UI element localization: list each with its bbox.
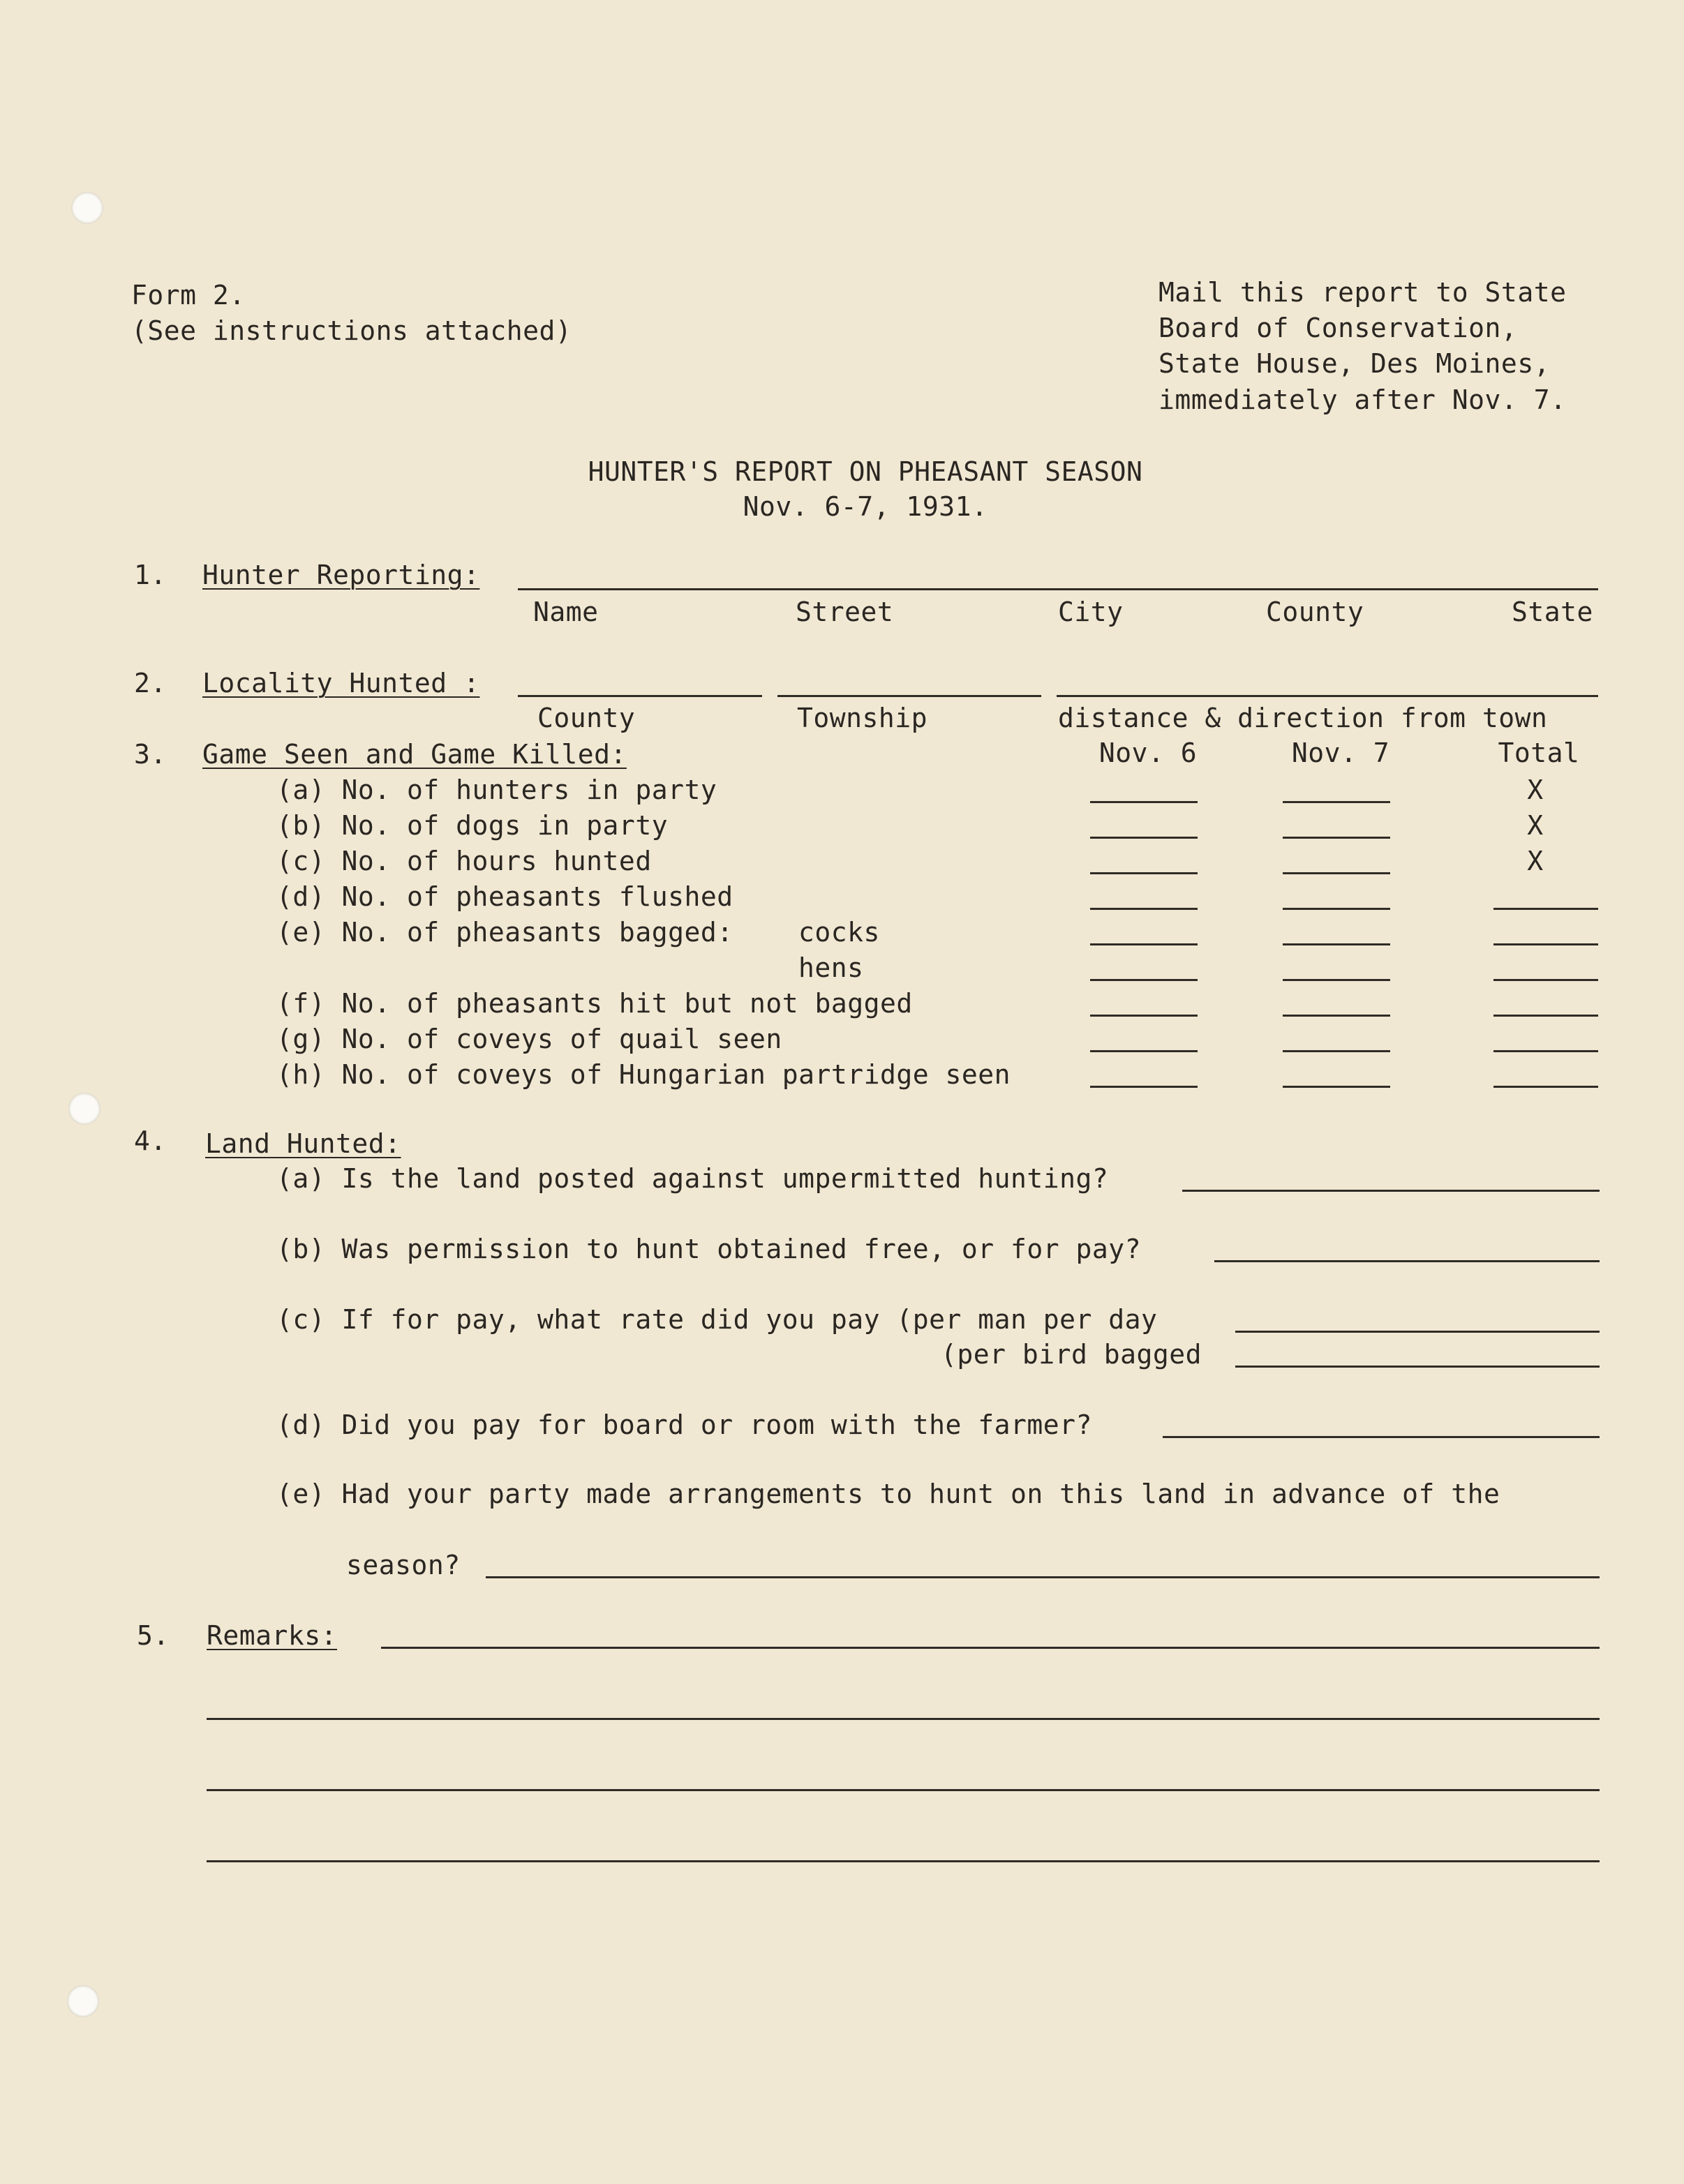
question-a: (a) Is the land posted against umpermitted hunting? bbox=[276, 1163, 1109, 1194]
game-row-a-label: (a) No. of hunters in party bbox=[276, 775, 717, 805]
mail-line-1: Mail this report to State bbox=[1158, 277, 1567, 308]
game-row-e-hens-nov7-field[interactable] bbox=[1283, 979, 1390, 981]
answer-e-field[interactable] bbox=[486, 1576, 1600, 1578]
game-row-b-label: (b) No. of dogs in party bbox=[276, 810, 669, 841]
section-3-number: 3. bbox=[134, 739, 167, 770]
question-b: (b) Was permission to hunt obtained free, or for pay? bbox=[276, 1234, 1142, 1264]
hunter-reporting-field[interactable] bbox=[518, 588, 1598, 590]
game-row-g-total-field[interactable] bbox=[1493, 1050, 1598, 1052]
game-row-c-label: (c) No. of hours hunted bbox=[276, 846, 652, 876]
game-row-c-nov7-field[interactable] bbox=[1283, 872, 1390, 874]
game-row-a-nov7-field[interactable] bbox=[1283, 801, 1390, 803]
sublabel-county: County bbox=[1266, 597, 1364, 627]
game-row-e-cocks-nov6-field[interactable] bbox=[1090, 943, 1198, 945]
locality-county-field[interactable] bbox=[518, 695, 762, 697]
game-row-b-nov7-field[interactable] bbox=[1283, 837, 1390, 839]
locality-distance-field[interactable] bbox=[1057, 695, 1598, 697]
question-e: (e) Had your party made arrangements to hunt on this land in advance of the bbox=[276, 1479, 1500, 1509]
sublabel-distance-direction: distance & direction from town bbox=[1058, 703, 1548, 733]
sublabel-street: Street bbox=[796, 597, 894, 627]
game-row-b-total: X bbox=[1527, 810, 1544, 841]
form-number: Form 2. bbox=[131, 280, 246, 311]
sublabel-city: City bbox=[1058, 597, 1124, 627]
hunter-reporting-label: Hunter Reporting: bbox=[202, 560, 480, 590]
game-row-h-total-field[interactable] bbox=[1493, 1086, 1598, 1088]
question-c-per-day: (c) If for pay, what rate did you pay (per man per day bbox=[276, 1304, 1158, 1335]
question-d: (d) Did you pay for board or room with the farmer? bbox=[276, 1409, 1092, 1440]
game-row-d-total-field[interactable] bbox=[1493, 908, 1598, 910]
game-row-c-total: X bbox=[1527, 846, 1544, 876]
game-row-e-label: (e) No. of pheasants bagged: bbox=[276, 917, 733, 948]
sublabel-locality-county: County bbox=[537, 703, 636, 733]
remarks-line-3[interactable] bbox=[207, 1789, 1600, 1791]
locality-hunted-label: Locality Hunted : bbox=[202, 668, 480, 698]
answer-c-per-day-field[interactable] bbox=[1235, 1331, 1600, 1333]
game-row-b-nov6-field[interactable] bbox=[1090, 837, 1198, 839]
game-row-h-nov6-field[interactable] bbox=[1090, 1086, 1198, 1088]
game-row-d-label: (d) No. of pheasants flushed bbox=[276, 881, 733, 912]
column-header-nov6: Nov. 6 bbox=[1098, 738, 1198, 768]
game-row-h-label: (h) No. of coveys of Hungarian partridge seen bbox=[276, 1059, 1011, 1090]
game-row-f-label: (f) No. of pheasants hit but not bagged bbox=[276, 988, 913, 1019]
binder-hole-bottom bbox=[67, 1985, 99, 2017]
game-row-f-nov6-field[interactable] bbox=[1090, 1015, 1198, 1017]
remarks-label: Remarks: bbox=[207, 1620, 338, 1651]
game-row-h-nov7-field[interactable] bbox=[1283, 1086, 1390, 1088]
game-row-f-total-field[interactable] bbox=[1493, 1015, 1598, 1017]
mail-line-2: Board of Conservation, bbox=[1158, 313, 1518, 343]
sublabel-township: Township bbox=[797, 703, 928, 733]
section-2-number: 2. bbox=[134, 668, 167, 698]
section-5-number: 5. bbox=[137, 1620, 170, 1651]
game-row-d-nov6-field[interactable] bbox=[1090, 908, 1198, 910]
game-row-d-nov7-field[interactable] bbox=[1283, 908, 1390, 910]
locality-township-field[interactable] bbox=[777, 695, 1041, 697]
answer-c-per-bird-field[interactable] bbox=[1235, 1366, 1600, 1368]
report-title: HUNTER'S REPORT ON PHEASANT SEASON bbox=[588, 456, 1143, 487]
game-row-e-cocks-nov7-field[interactable] bbox=[1283, 943, 1390, 945]
sublabel-name: Name bbox=[533, 597, 599, 627]
game-row-e-hens-nov6-field[interactable] bbox=[1090, 979, 1198, 981]
column-header-nov7: Nov. 7 bbox=[1291, 738, 1390, 768]
answer-b-field[interactable] bbox=[1214, 1260, 1600, 1262]
game-row-a-nov6-field[interactable] bbox=[1090, 801, 1198, 803]
section-4-number: 4. bbox=[134, 1125, 167, 1156]
answer-a-field[interactable] bbox=[1182, 1190, 1600, 1192]
remarks-line-4[interactable] bbox=[207, 1860, 1600, 1862]
game-row-e-cocks-total-field[interactable] bbox=[1493, 943, 1598, 945]
binder-hole-middle bbox=[68, 1093, 100, 1125]
question-e-season: season? bbox=[346, 1550, 461, 1580]
game-row-g-nov7-field[interactable] bbox=[1283, 1050, 1390, 1052]
mail-line-4: immediately after Nov. 7. bbox=[1158, 384, 1567, 415]
game-row-e-cocks-label: cocks bbox=[798, 917, 880, 948]
game-row-f-nov7-field[interactable] bbox=[1283, 1015, 1390, 1017]
binder-hole-top bbox=[71, 192, 103, 224]
game-row-e-hens-total-field[interactable] bbox=[1493, 979, 1598, 981]
game-row-g-nov6-field[interactable] bbox=[1090, 1050, 1198, 1052]
answer-d-field[interactable] bbox=[1163, 1436, 1600, 1438]
game-seen-killed-label: Game Seen and Game Killed: bbox=[202, 739, 627, 770]
remarks-line-1[interactable] bbox=[381, 1647, 1600, 1649]
game-row-a-total: X bbox=[1527, 775, 1544, 805]
section-1-number: 1. bbox=[134, 560, 167, 590]
mail-line-3: State House, Des Moines, bbox=[1158, 348, 1551, 379]
remarks-line-2[interactable] bbox=[207, 1718, 1600, 1720]
game-row-c-nov6-field[interactable] bbox=[1090, 872, 1198, 874]
column-header-total: Total bbox=[1498, 738, 1580, 768]
report-dates: Nov. 6-7, 1931. bbox=[743, 491, 988, 522]
game-row-e-hens-label: hens bbox=[798, 952, 864, 983]
instructions-note: (See instructions attached) bbox=[131, 315, 572, 346]
land-hunted-label: Land Hunted: bbox=[205, 1128, 401, 1159]
sublabel-state: State bbox=[1512, 597, 1593, 627]
question-c-per-bird: (per bird bagged bbox=[941, 1339, 1202, 1370]
game-row-g-label: (g) No. of coveys of quail seen bbox=[276, 1024, 782, 1054]
